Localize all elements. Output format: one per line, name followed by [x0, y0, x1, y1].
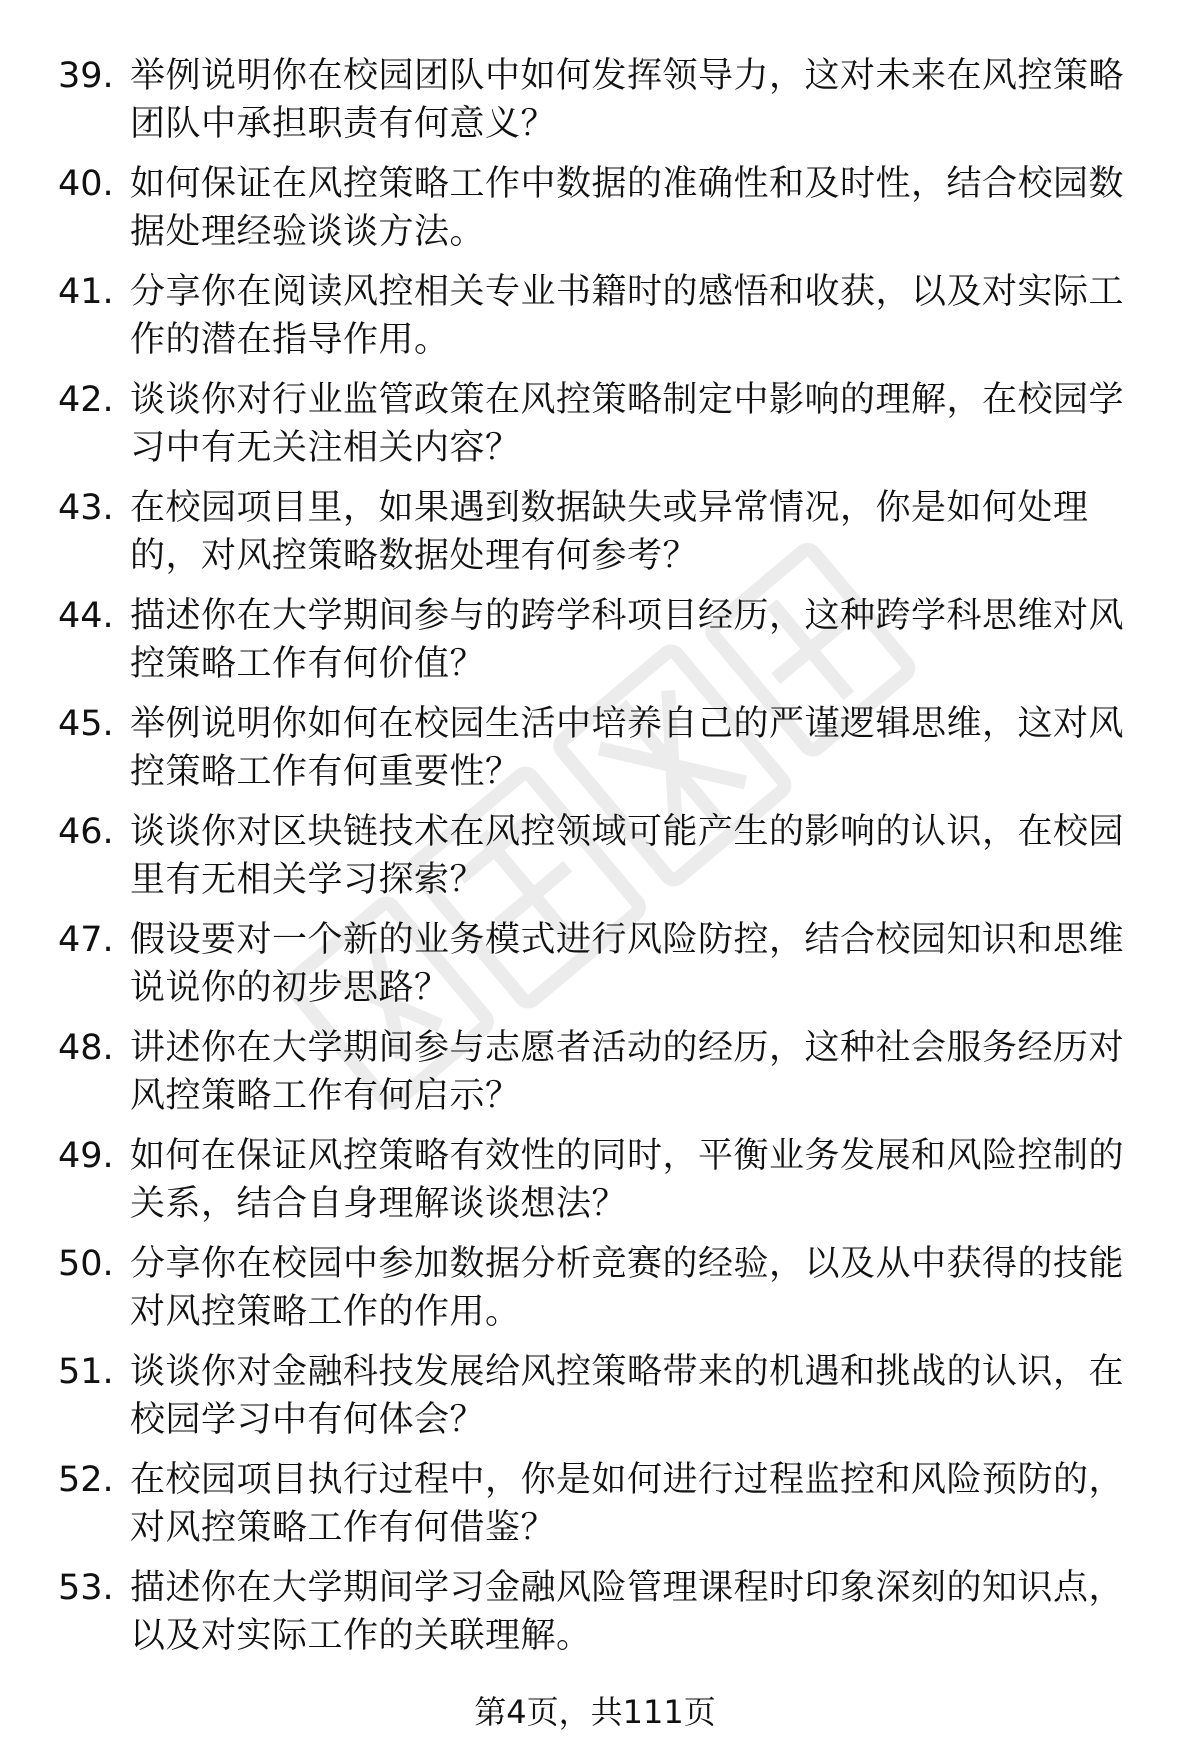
- question-list: [58, 52, 1148, 1672]
- question-text: 谈谈你对行业监管政策在风控策略制定中影响的理解，在校园学 习中有无关注相关内容？: [130, 380, 1125, 468]
- question-item: [58, 52, 1148, 160]
- question-text: 讲述你在大学期间参与志愿者活动的经历，这种社会服务经历对 风控策略工作有何启示？: [130, 1028, 1125, 1116]
- question-number: 53.: [58, 1568, 114, 1608]
- question-number: 45.: [58, 704, 114, 744]
- question-number: 50.: [58, 1244, 114, 1284]
- question-number: 51.: [58, 1352, 114, 1392]
- question-item: [58, 1348, 1148, 1456]
- question-text: 在校园项目里，如果遇到数据缺失或异常情况，你是如何处理 的，对风控策略数据处理有何参考？: [130, 488, 1089, 576]
- question-item: [58, 484, 1148, 592]
- question-text: 举例说明你如何在校园生活中培养自己的严谨逻辑思维，这对风 控策略工作有何重要性？: [130, 704, 1125, 792]
- question-number: 46.: [58, 812, 114, 852]
- question-text: 假设要对一个新的业务模式进行风险防控，结合校园知识和思维 说说你的初步思路？: [130, 920, 1125, 1008]
- question-item: [58, 808, 1148, 916]
- question-number: 49.: [58, 1136, 114, 1176]
- question-number: 44.: [58, 596, 114, 636]
- question-text: 分享你在校园中参加数据分析竞赛的经验，以及从中获得的技能 对风控策略工作的作用。: [130, 1244, 1125, 1332]
- question-item: [58, 1240, 1148, 1348]
- question-text: 分享你在阅读风控相关专业书籍时的感悟和收获，以及对实际工 作的潜在指导作用。: [130, 272, 1125, 360]
- question-item: [58, 268, 1148, 376]
- question-text: 举例说明你在校园团队中如何发挥领导力，这对未来在风控策略 团队中承担职责有何意义？: [130, 56, 1125, 144]
- question-number: 42.: [58, 380, 114, 420]
- question-text: 如何保证在风控策略工作中数据的准确性和及时性，结合校园数 据处理经验谈谈方法。: [130, 164, 1125, 252]
- question-item: [58, 1456, 1148, 1564]
- question-item: [58, 1132, 1148, 1240]
- question-item: [58, 160, 1148, 268]
- question-number: 52.: [58, 1460, 114, 1500]
- question-number: 39.: [58, 56, 114, 96]
- question-number: 40.: [58, 164, 114, 204]
- question-number: 41.: [58, 272, 114, 312]
- question-text: 如何在保证风控策略有效性的同时，平衡业务发展和风险控制的 关系，结合自身理解谈谈想法？: [130, 1136, 1125, 1224]
- question-item: [58, 700, 1148, 808]
- question-text: 描述你在大学期间学习金融风险管理课程时印象深刻的知识点， 以及对实际工作的关联理解。: [130, 1568, 1125, 1656]
- question-item: [58, 1564, 1148, 1672]
- question-item: [58, 592, 1148, 700]
- page-footer: 第4页，共111页: [474, 1693, 716, 1731]
- question-item: [58, 1024, 1148, 1132]
- question-number: 43.: [58, 488, 114, 528]
- question-text: 谈谈你对区块链技术在风控领域可能产生的影响的认识，在校园 里有无相关学习探索？: [130, 812, 1125, 900]
- question-number: 48.: [58, 1028, 114, 1068]
- question-text: 谈谈你对金融科技发展给风控策略带来的机遇和挑战的认识，在 校园学习中有何体会？: [130, 1352, 1125, 1440]
- question-item: [58, 916, 1148, 1024]
- question-number: 47.: [58, 920, 114, 960]
- question-text: 描述你在大学期间参与的跨学科项目经历，这种跨学科思维对风 控策略工作有何价值？: [130, 596, 1125, 684]
- question-text: 在校园项目执行过程中，你是如何进行过程监控和风险预防的， 对风控策略工作有何借鉴？: [130, 1460, 1125, 1548]
- question-item: [58, 376, 1148, 484]
